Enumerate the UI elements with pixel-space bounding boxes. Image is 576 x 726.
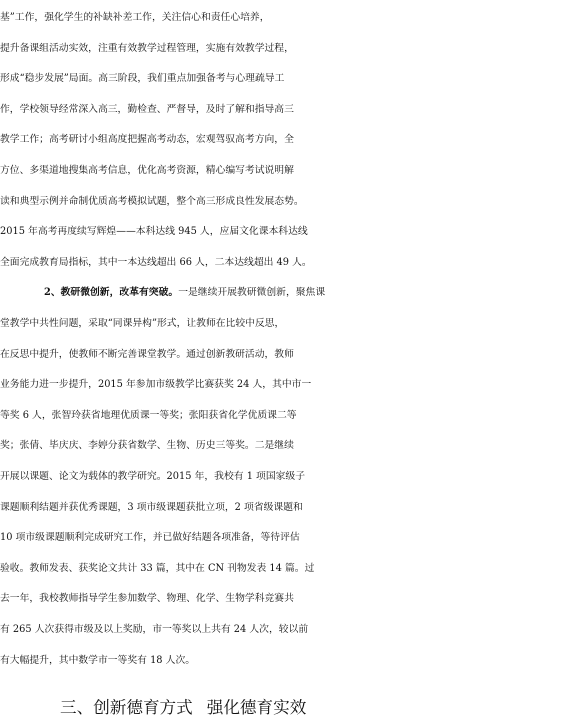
paragraph-1-line-3: 形成“稳步发展”局面。高三阶段，我们重点加强备考与心理疏导工 (0, 73, 285, 85)
section-heading-part-1: 创新德育方式 (93, 698, 193, 717)
paragraph-2-line-10: 验收。教师发表、获奖论文共计 33 篇，其中在 CN 刊物发表 14 篇。过 (0, 562, 315, 574)
paragraph-2-line-11: 去一年，我校教师指导学生参加数学、物理、化学、生物学科竞赛共 (0, 593, 294, 605)
paragraph-2-line-8: 课题顺利结题并获优秀课题，3 项市级课题获批立项，2 项省级课题和 (0, 501, 303, 513)
paragraph-2-line-3: 在反思中提升，使教师不断完善课堂教学。通过创新教研活动，教师 (0, 348, 294, 360)
paragraph-1-line-4: 作，学校领导经常深入高三，勤检查、严督导，及时了解和指导高三 (0, 103, 294, 115)
paragraph-2-line-13: 有大幅提升，其中数学市一等奖有 18 人次。 (0, 654, 196, 666)
section-heading-part-2: 强化德育实效 (206, 698, 307, 717)
paragraph-2-heading: 2、教研微创新，改革有突破。 (44, 287, 179, 299)
paragraph-1-line-9: 全面完成教育局指标，其中一本达线超出 66 人，二本达线超出 49 人。 (0, 256, 312, 268)
paragraph-2-line-5: 等奖 6 人，张智玲获省地理优质课一等奖；张阳获省化学优质课二等 (0, 409, 297, 421)
paragraph-1-line-5: 教学工作；高考研讨小组高度把握高考动态，宏观驾驭高考方向，全 (0, 134, 294, 146)
paragraph-1-line-8: 2015 年高考再度续写辉煌——本科达线 945 人，应届文化课本科达线 (0, 226, 308, 238)
paragraph-2-line-9: 10 项市级课题顺利完成研究工作，并已做好结题各项准备，等待评估 (0, 532, 300, 544)
paragraph-2-line-6: 奖；张倩、毕庆庆、李婷分获省数学、生物、历史三等奖。二是继续 (0, 440, 294, 452)
paragraph-2-line-12: 有 265 人次获得市级及以上奖励，市一等奖以上共有 24 人次，较以前 (0, 624, 309, 635)
paragraph-1-line-7: 读和典型示例并命制优质高考模拟试题，整个高三形成良性发展态势。 (0, 195, 304, 207)
paragraph-2-line-7: 开展以课题、论文为载体的教学研究。2015 年，我校有 1 项国家级子 (0, 471, 306, 482)
section-heading-number: 三、 (60, 698, 94, 717)
paragraph-2-line-2: 堂教学中共性问题，采取“同课异构”形式，让教师在比较中反思， (0, 318, 285, 329)
section-heading (60, 698, 306, 718)
paragraph-1-line-2: 提升备课组活动实效，注重有效教学过程管理，实施有效教学过程， (0, 42, 294, 54)
paragraph-2-line-4: 业务能力进一步提升，2015 年参加市级教学比赛获奖 24 人，其中市一 (0, 379, 312, 391)
paragraph-1-line-6: 方位、多渠道地搜集高考信息，优化高考资源，精心编写考试说明解 (0, 165, 294, 176)
paragraph-2-first-line-rest: 一是继续开展教研微创新，聚焦课 (178, 287, 326, 299)
paragraph-1-line-1: 基”工作，强化学生的补缺补差工作，关注信心和责任心培养， (0, 12, 270, 23)
paragraph-2-line-1 (44, 283, 576, 303)
